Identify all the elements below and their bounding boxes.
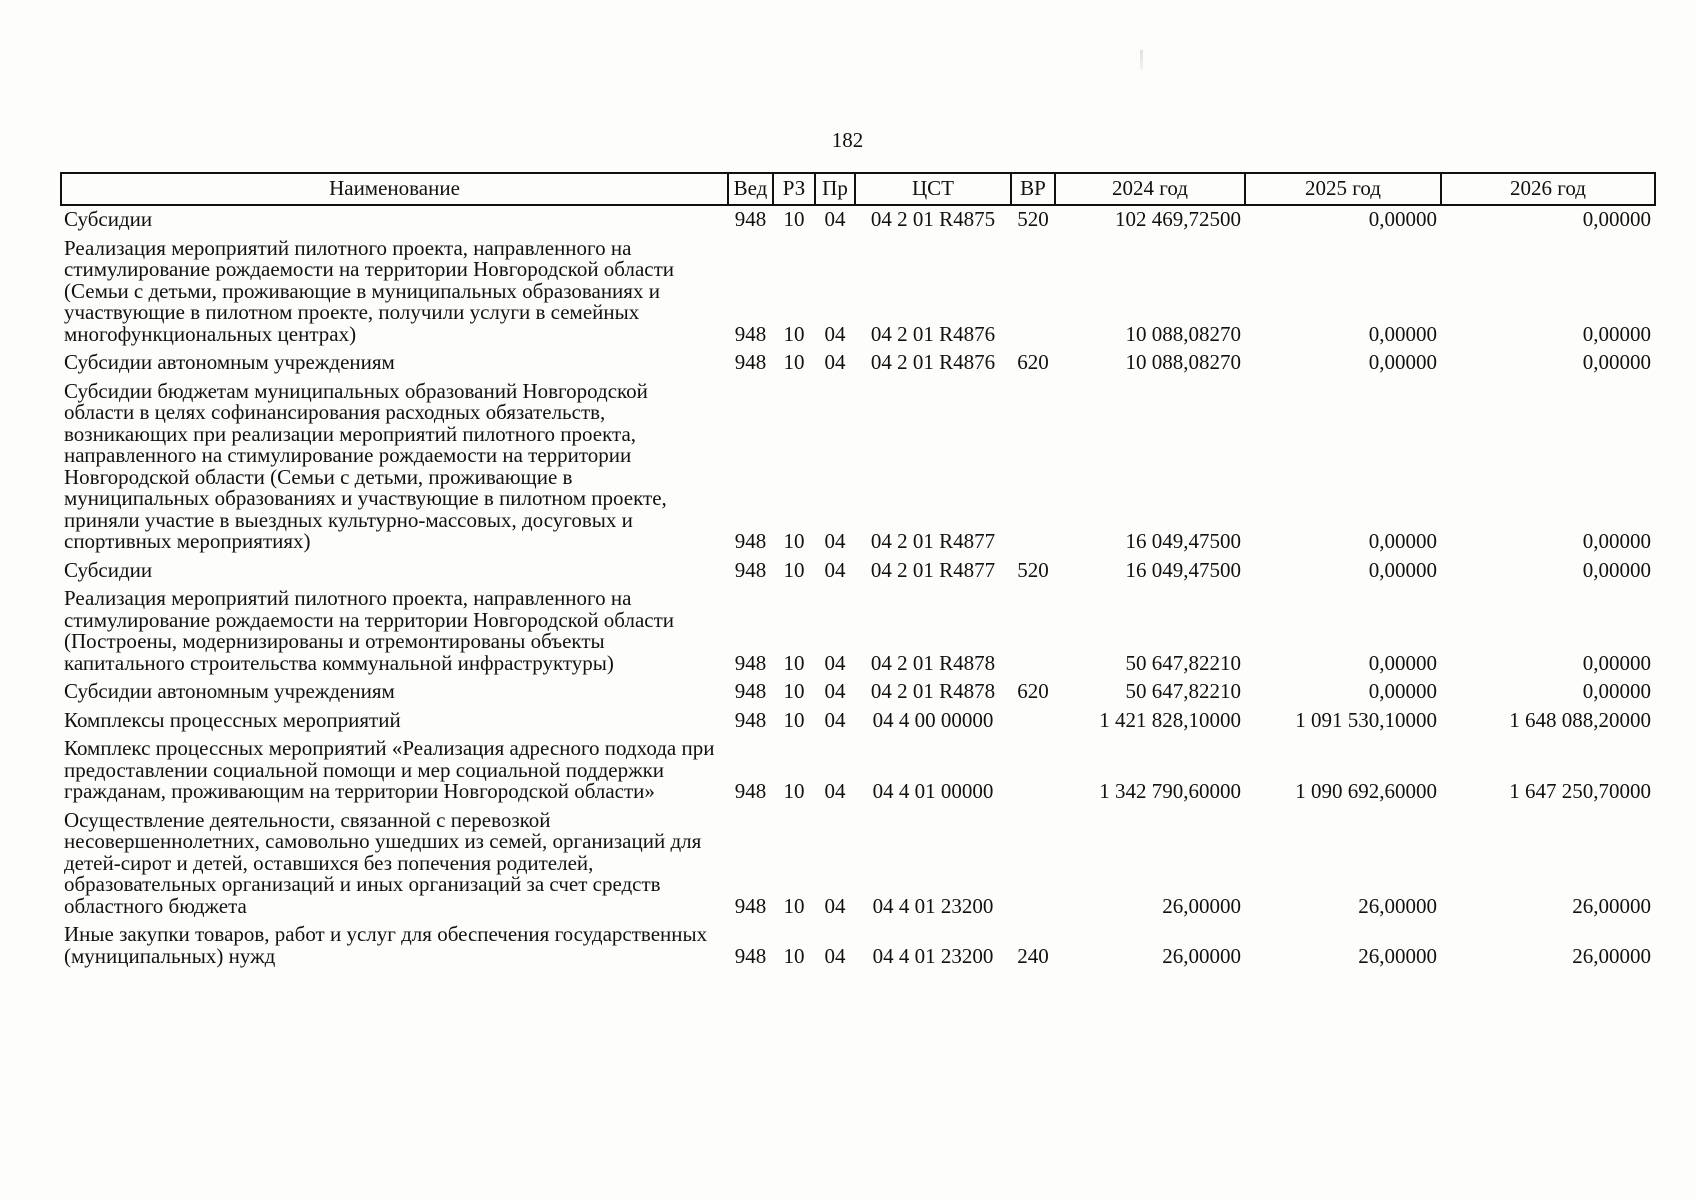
row-2024: 16 049,47500 <box>1125 529 1241 553</box>
row-ved: 948 <box>734 707 767 732</box>
row-vr <box>1011 585 1055 678</box>
row-rz: 10 <box>783 893 805 918</box>
table-row <box>61 921 1655 971</box>
row-2025: 26,00000 <box>1358 893 1437 918</box>
row-ved: 948 <box>734 893 767 918</box>
row-2026: 0,00000 <box>1582 321 1651 346</box>
row-rz: 10 <box>783 207 805 231</box>
row-2025: 1 090 692,60000 <box>1295 779 1437 803</box>
row-2024: 1 421 828,10000 <box>1099 707 1241 732</box>
row-ved: 948 <box>734 679 767 703</box>
header-2026: 2026 год <box>1441 173 1655 205</box>
row-2024: 1 342 790,60000 <box>1099 779 1241 803</box>
row-2026: 0,00000 <box>1582 679 1651 703</box>
row-2025: 1 091 530,10000 <box>1295 707 1437 732</box>
row-name: Комплекс процессных мероприятий «Реализация адресного подхода при предоставлении социальной помощи и мер социальной поддержки гражданам, проживающим на территории Новгородской области» <box>64 736 715 803</box>
header-name: Наименование <box>61 173 728 205</box>
row-rz: 10 <box>783 529 805 553</box>
row-ved: 948 <box>734 557 767 582</box>
row-pr: 04 <box>824 779 846 803</box>
row-2024: 16 049,47500 <box>1125 557 1241 582</box>
row-2025: 0,00000 <box>1368 321 1437 346</box>
row-pr: 04 <box>824 207 846 231</box>
row-cst: 04 4 01 23200 <box>872 893 994 918</box>
row-2025: 0,00000 <box>1368 207 1437 231</box>
row-vr <box>1011 735 1055 807</box>
row-cst: 04 2 01 R4878 <box>870 650 996 675</box>
row-cst: 04 2 01 R4877 <box>870 529 996 553</box>
row-2024: 102 469,72500 <box>1115 207 1241 231</box>
row-vr <box>1011 707 1055 736</box>
row-ved: 948 <box>734 529 767 553</box>
row-2024: 10 088,08270 <box>1125 321 1241 346</box>
row-rz: 10 <box>783 779 805 803</box>
header-2025: 2025 год <box>1245 173 1441 205</box>
row-vr <box>1011 378 1055 557</box>
row-2024: 10 088,08270 <box>1125 350 1241 374</box>
row-2024: 50 647,82210 <box>1125 679 1241 703</box>
row-pr: 04 <box>824 529 846 553</box>
row-ved: 948 <box>734 207 767 231</box>
row-2026: 26,00000 <box>1572 893 1651 918</box>
row-pr: 04 <box>824 679 846 703</box>
row-ved: 948 <box>734 350 767 374</box>
row-rz: 10 <box>783 350 805 374</box>
row-2026: 1 647 250,70000 <box>1509 779 1651 803</box>
row-name: Субсидии <box>64 557 153 582</box>
header-ved: Вед <box>728 173 773 205</box>
table-row <box>61 349 1655 378</box>
table-row <box>61 807 1655 922</box>
row-pr: 04 <box>824 650 846 675</box>
row-vr: 520 <box>1017 207 1049 231</box>
row-name: Осуществление деятельности, связанной с перевозкой несовершеннолетних, самовольно ушедших из семей, организаций для детей-сирот и детей, оставшихся без попечения родителей, образовательных организаций и иных организаций за счет средств областного бюджета <box>64 807 702 918</box>
row-ved: 948 <box>734 650 767 675</box>
row-rz: 10 <box>783 650 805 675</box>
row-rz: 10 <box>783 557 805 582</box>
row-vr: 620 <box>1017 350 1049 374</box>
row-name: Субсидии автономным учреждениям <box>64 350 395 374</box>
header-cst: ЦСТ <box>855 173 1011 205</box>
row-2025: 0,00000 <box>1368 350 1437 374</box>
row-2026: 0,00000 <box>1582 350 1651 374</box>
row-cst: 04 4 00 00000 <box>872 707 994 732</box>
row-name: Субсидии бюджетам муниципальных образований Новгородской области в целях софинансирования расходных обязательств, возникающих при реализации мероприятий пилотного проекта, направленного на стимулирование рождаемости на территории Новгородской области (Семьи с детьми, проживающие в муниципальных образованиях и участвующие в пилотном проекте, приняли участие в выездных культурно-массовых, досуговых и спортивных мероприятиях) <box>64 378 667 553</box>
table-row <box>61 235 1655 350</box>
header-rz: РЗ <box>773 173 815 205</box>
table-row <box>61 707 1655 736</box>
row-rz: 10 <box>783 679 805 703</box>
row-vr: 620 <box>1017 679 1049 703</box>
row-2026: 26,00000 <box>1572 943 1651 968</box>
row-2025: 0,00000 <box>1368 557 1437 582</box>
row-rz: 10 <box>783 321 805 346</box>
row-pr: 04 <box>824 893 846 918</box>
table-row <box>61 678 1655 707</box>
row-2026: 0,00000 <box>1582 529 1651 553</box>
row-2026: 0,00000 <box>1582 557 1651 582</box>
row-rz: 10 <box>783 943 805 968</box>
table-row <box>61 378 1655 557</box>
row-cst: 04 4 01 23200 <box>872 943 994 968</box>
header-2024: 2024 год <box>1055 173 1245 205</box>
row-2024: 26,00000 <box>1162 943 1241 968</box>
table-header-row <box>61 173 1655 205</box>
row-2026: 0,00000 <box>1582 650 1651 675</box>
row-2025: 0,00000 <box>1368 529 1437 553</box>
row-pr: 04 <box>824 943 846 968</box>
header-vr: ВР <box>1011 173 1055 205</box>
row-cst: 04 4 01 00000 <box>872 779 994 803</box>
row-cst: 04 2 01 R4876 <box>870 321 996 346</box>
row-pr: 04 <box>824 350 846 374</box>
row-2024: 26,00000 <box>1162 893 1241 918</box>
row-vr <box>1011 235 1055 350</box>
table-row <box>61 205 1655 235</box>
row-cst: 04 2 01 R4877 <box>870 557 996 582</box>
table-row <box>61 585 1655 678</box>
row-pr: 04 <box>824 557 846 582</box>
row-pr: 04 <box>824 321 846 346</box>
row-name: Иные закупки товаров, работ и услуг для обеспечения государственных (муниципальных) нужд <box>64 922 708 968</box>
budget-table <box>60 172 1656 971</box>
table-row <box>61 557 1655 586</box>
row-2026: 1 648 088,20000 <box>1509 707 1651 732</box>
row-2025: 0,00000 <box>1368 650 1437 675</box>
row-vr: 520 <box>1017 557 1049 582</box>
row-2025: 0,00000 <box>1368 679 1437 703</box>
table-row <box>61 735 1655 807</box>
row-cst: 04 2 01 R4875 <box>870 207 996 231</box>
row-cst: 04 2 01 R4876 <box>870 350 996 374</box>
row-cst: 04 2 01 R4878 <box>870 679 996 703</box>
row-ved: 948 <box>734 943 767 968</box>
row-ved: 948 <box>734 779 767 803</box>
row-name: Субсидии автономным учреждениям <box>64 679 395 703</box>
row-2026: 0,00000 <box>1582 207 1651 231</box>
row-name: Субсидии <box>64 207 153 231</box>
row-name: Реализация мероприятий пилотного проекта, направленного на стимулирование рождаемости на территории Новгородской области (Семьи с детьми, проживающие в муниципальных образованиях и участвующие в пилотном проекте, получили услуги в семейных многофункциональных центрах) <box>64 235 675 346</box>
row-name: Реализация мероприятий пилотного проекта, направленного на стимулирование рождаемости на территории Новгородской области (Построены, модернизированы и отремонтированы объекты капитального строительства коммунальной инфраструктуры) <box>64 586 675 675</box>
row-2024: 50 647,82210 <box>1125 650 1241 675</box>
page-number: 182 <box>831 128 864 152</box>
row-pr: 04 <box>824 707 846 732</box>
row-vr <box>1011 807 1055 922</box>
row-2025: 26,00000 <box>1358 943 1437 968</box>
row-ved: 948 <box>734 321 767 346</box>
scan-artifact <box>1140 50 1143 70</box>
row-rz: 10 <box>783 707 805 732</box>
header-pr: Пр <box>815 173 855 205</box>
row-vr: 240 <box>1017 943 1049 968</box>
row-name: Комплексы процессных мероприятий <box>64 707 401 732</box>
